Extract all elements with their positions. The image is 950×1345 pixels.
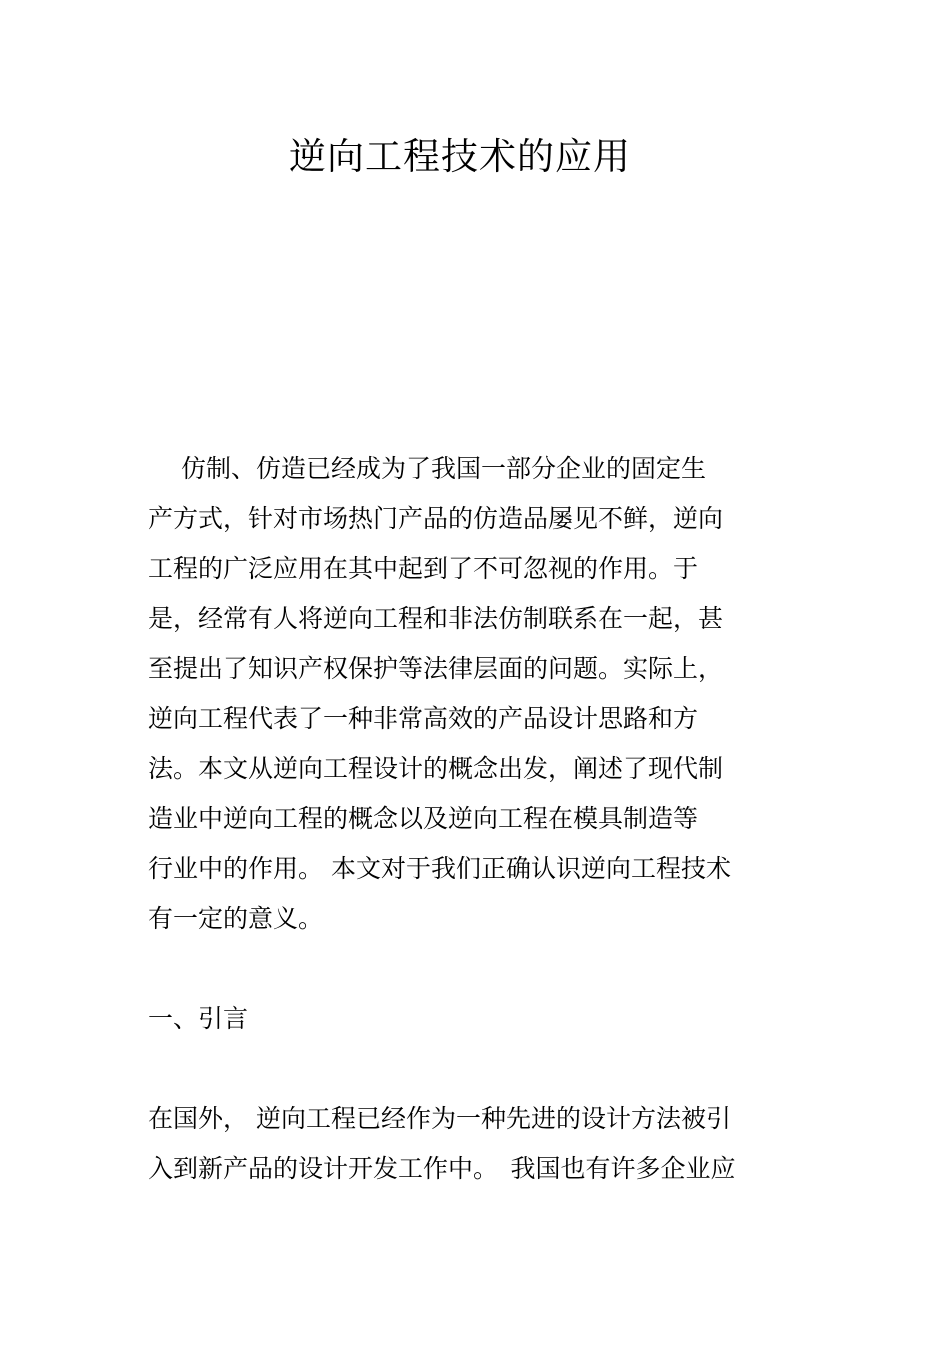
text-line: 仿制、仿造已经成为了我国一部分企业的固定生 (148, 454, 706, 483)
text-line: 有一定的意义。 (148, 904, 324, 933)
text-line: 法。本文从逆向工程设计的概念出发，阐述了现代制 (148, 754, 724, 783)
intro-paragraph (148, 1094, 808, 1194)
text-line: 造业中逆向工程的概念以及逆向工程在模具制造等 (148, 804, 699, 833)
text-line: 行业中的作用。 本文对于我们正确认识逆向工程技术 (148, 854, 731, 883)
text-line: 在国外， 逆向工程已经作为一种先进的设计方法被引 (148, 1104, 731, 1133)
text-line: 入到新产品的设计开发工作中。 我国也有许多企业应 (148, 1154, 736, 1183)
text-line: 至提出了知识产权保护等法律层面的问题。实际上， (148, 654, 724, 683)
abstract-paragraph (148, 444, 808, 944)
text-line: 工程的广泛应用在其中起到了不可忽视的作用。于 (148, 554, 699, 583)
text-line: 逆向工程代表了一种非常高效的产品设计思路和方 (148, 704, 699, 733)
section-heading (148, 994, 808, 1044)
document-title: 逆向工程技术的应用 (289, 135, 631, 178)
text-line: 是，经常有人将逆向工程和非法仿制联系在一起，甚 (148, 604, 724, 633)
text-line: 产方式，针对市场热门产品的仿造品屡见不鲜，逆向 (148, 504, 724, 533)
section-heading-text: 一、引言 (148, 1004, 249, 1033)
